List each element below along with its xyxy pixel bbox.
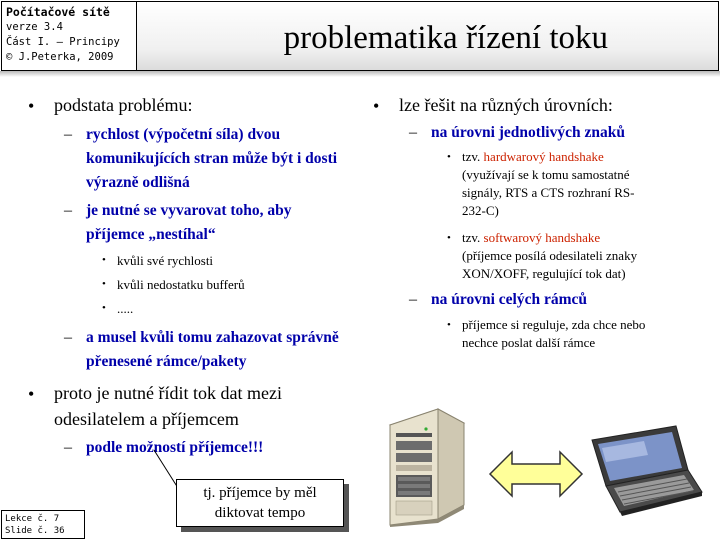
left-dash-discard-1: a musel kvůli tomu zahazovat správně	[86, 329, 339, 346]
slide-title: problematika řízení toku	[283, 20, 608, 56]
dot-marker: •	[102, 302, 106, 314]
prefix-text: tzv.	[462, 230, 484, 245]
dash-marker: –	[64, 202, 72, 219]
bullet-marker: •	[28, 96, 35, 116]
callout-line-1: tj. příjemce by měl	[203, 485, 317, 501]
slide-footer	[1, 510, 85, 539]
right-sub-hardware	[462, 148, 678, 220]
left-dash-avoid-1: je nutné se vyvarovat toho, aby	[86, 202, 292, 219]
dot-marker: •	[447, 232, 451, 244]
dot-marker: •	[102, 254, 106, 266]
tower-server-icon	[376, 403, 474, 527]
header-shadow	[0, 71, 720, 77]
right-sub-frames	[462, 316, 690, 352]
left-dash-speed-2: komunikujících stran může být i dosti	[86, 150, 338, 167]
hardware-line-2: signály, RTS a CTS rozhraní RS-	[462, 185, 635, 200]
lesson-number: Lekce č. 7	[5, 514, 60, 524]
left-bullet-problem: podstata problému:	[54, 95, 193, 115]
part-label: Část I. – Principy	[6, 36, 120, 48]
hardware-line-3: 232-C)	[462, 203, 499, 218]
left-bullet-control-2: odesilatelem a příjemcem	[54, 409, 239, 429]
left-dash-avoid-2: příjemce „nestíhal“	[86, 226, 216, 243]
slide-number: Slide č. 36	[5, 526, 65, 536]
callout-box	[176, 479, 344, 527]
left-sub-speed: kvůli své rychlosti	[117, 253, 214, 268]
course-info-box	[1, 1, 137, 71]
left-sub-ellipsis: .....	[117, 301, 134, 316]
software-line-1: (příjemce posílá odesilateli znaky	[462, 248, 638, 263]
dash-marker: –	[409, 124, 417, 141]
left-bullet-control-1: proto je nutné řídit tok dat mezi	[54, 383, 282, 403]
callout-line-2: diktovat tempo	[214, 505, 306, 521]
left-sub-buffers: kvůli nedostatku bufferů	[117, 277, 245, 292]
dash-marker: –	[64, 439, 72, 456]
double-arrow-icon	[488, 450, 584, 498]
author-label: © J.Peterka, 2009	[6, 51, 114, 63]
software-line-2: XON/XOFF, regulující tok dat)	[462, 266, 626, 281]
dot-marker: •	[447, 151, 451, 163]
left-dash-speed-3: výrazně odlišná	[86, 174, 190, 191]
frames-line-2: nechce poslat další rámce	[462, 335, 596, 350]
hardware-handshake-term: hardwarový handshake	[483, 149, 604, 164]
dash-marker: –	[409, 291, 417, 308]
software-handshake-term: softwarový handshake	[483, 230, 601, 245]
handheld-pc-icon	[584, 420, 706, 516]
right-bullet-levels: lze řešit na různých úrovních:	[399, 95, 613, 115]
dash-marker: –	[64, 126, 72, 143]
title-bar	[137, 1, 719, 71]
right-sub-software	[462, 229, 678, 283]
version-label: verze 3.4	[6, 21, 63, 33]
left-dash-receiver: podle možností příjemce!!!	[86, 439, 264, 456]
hardware-line-1: (využívají se k tomu samostatné	[462, 167, 630, 182]
dash-marker: –	[64, 329, 72, 346]
left-dash-speed-1: rychlost (výpočetní síla) dvou	[86, 126, 281, 143]
course-title: Počítačové sítě	[6, 5, 110, 19]
bullet-marker: •	[28, 384, 35, 404]
dot-marker: •	[102, 278, 106, 290]
prefix-text: tzv.	[462, 149, 484, 164]
dot-marker: •	[447, 319, 451, 331]
right-dash-chars: na úrovni jednotlivých znaků	[431, 124, 625, 141]
left-dash-discard-2: přenesené rámce/pakety	[86, 353, 247, 370]
right-dash-frames: na úrovni celých rámců	[431, 291, 587, 308]
bullet-marker: •	[373, 96, 380, 116]
frames-line-1: příjemce si reguluje, zda chce nebo	[462, 317, 646, 332]
